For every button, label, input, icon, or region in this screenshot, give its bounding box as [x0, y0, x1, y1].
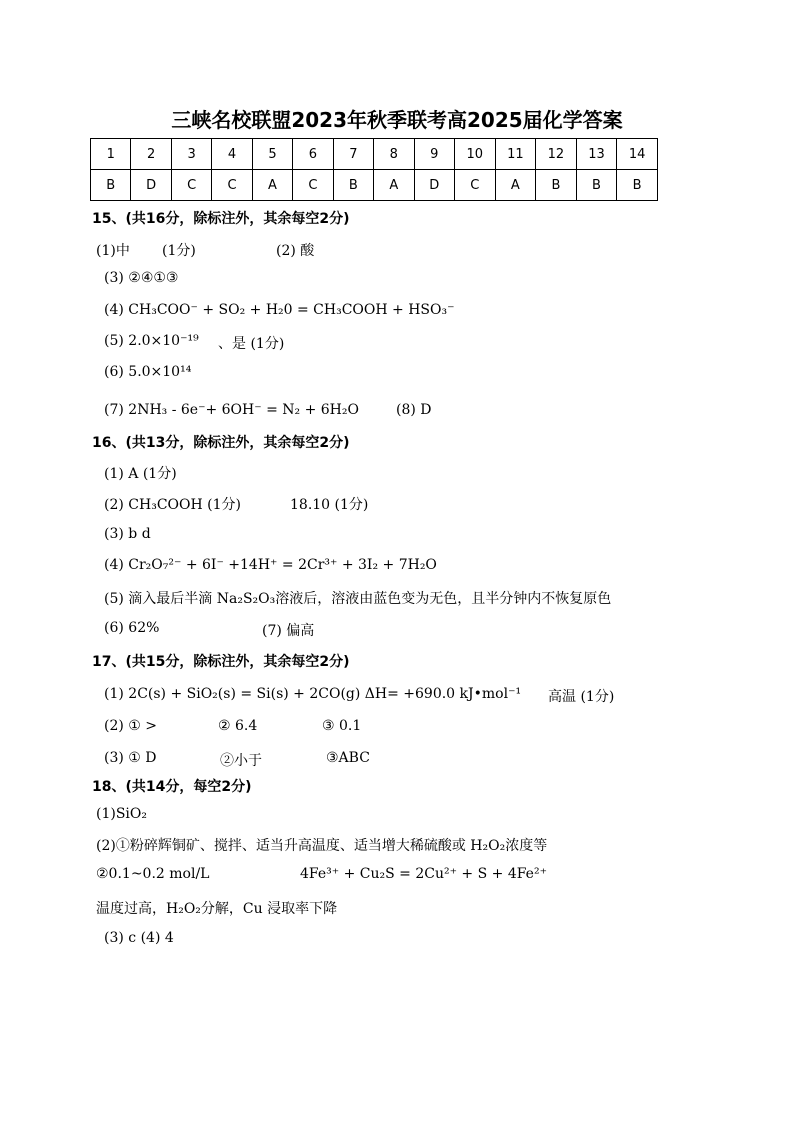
q15-answer-5: (5) 2.0×10⁻¹⁹: [104, 333, 199, 349]
q16-answer-2-value: 18.10 (1分): [290, 497, 369, 513]
answer-row: [91, 170, 658, 201]
question-number-cell: 13: [576, 139, 617, 170]
q18-equation: 4Fe³⁺ + Cu₂S = 2Cu²⁺ + S + 4Fe²⁺: [300, 866, 547, 882]
q17-answer-2-1: (2) ① >: [104, 718, 158, 734]
q15-answer-8: (8) D: [396, 402, 432, 418]
q17-answer-2-3: ③ 0.1: [322, 718, 362, 734]
q15-answer-4: (4) CH₃COO⁻ + SO₂ + H₂0 = CH₃COOH + HSO₃⁻: [104, 302, 455, 318]
page-title: 三峡名校联盟2023年秋季联考高2025届化学答案: [171, 108, 623, 132]
q16-answer-6: (6) 62%: [104, 620, 160, 636]
answer-cell: C: [212, 170, 252, 201]
q16-header: 16、(共13分，除标注外，其余每空2分): [92, 435, 350, 451]
q16-answer-2: (2) CH₃COOH (1分): [104, 497, 241, 513]
q16-answer-3: (3) b d: [104, 526, 151, 542]
answer-cell: C: [454, 170, 495, 201]
answer-cell: B: [536, 170, 577, 201]
question-number-row: [91, 139, 658, 170]
q15-answer-6: (6) 5.0×10¹⁴: [104, 364, 192, 380]
q18-answer-2-2: ②0.1~0.2 mol/L: [96, 866, 210, 882]
question-number-cell: 4: [212, 139, 252, 170]
q18-explanation: 温度过高，H₂O₂分解，Cu 浸取率下降: [96, 901, 338, 917]
q17-answer-1-note: 高温 (1分): [548, 689, 615, 705]
question-number-cell: 7: [333, 139, 373, 170]
question-number-cell: 11: [495, 139, 536, 170]
q15-header: 15、(共16分，除标注外，其余每空2分): [92, 211, 350, 227]
answer-cell: B: [576, 170, 617, 201]
question-number-cell: 1: [91, 139, 131, 170]
q16-answer-5: (5) 滴入最后半滴 Na₂S₂O₃溶液后，溶液由蓝色变为无色，且半分钟内不恢复原色: [104, 591, 612, 607]
answer-cell: C: [171, 170, 211, 201]
q17-answer-1: (1) 2C(s) + SiO₂(s) = Si(s) + 2CO(g) ΔH= +690.0 kJ•mol⁻¹: [104, 686, 522, 702]
question-number-cell: 8: [374, 139, 414, 170]
question-number-cell: 2: [131, 139, 171, 170]
answer-cell: A: [252, 170, 292, 201]
q15-answer-2: (2) 酸: [276, 243, 315, 259]
q18-answer-2: (2)①粉碎辉铜矿、搅拌、适当升高温度、适当增大稀硫酸或 H₂O₂浓度等: [96, 838, 548, 854]
q18-header: 18、(共14分，每空2分): [92, 779, 252, 795]
q17-answer-3-3: ③ABC: [326, 750, 370, 766]
question-number-cell: 10: [454, 139, 495, 170]
q17-answer-3-1: (3) ① D: [104, 750, 157, 766]
question-number-cell: 9: [414, 139, 454, 170]
q18-answer-3-4: (3) c (4) 4: [104, 930, 174, 946]
answer-cell: B: [91, 170, 131, 201]
answer-cell: C: [293, 170, 333, 201]
q16-answer-4: (4) Cr₂O₇²⁻ + 6I⁻ +14H⁺ = 2Cr³⁺ + 3I₂ + 7H₂O: [104, 557, 437, 573]
answer-cell: D: [414, 170, 454, 201]
answer-cell: A: [495, 170, 536, 201]
q17-answer-3-2: ②小于: [220, 753, 262, 769]
q15-answer-3: (3) ②④①③: [104, 270, 179, 286]
answer-table: [90, 138, 658, 201]
question-number-cell: 3: [171, 139, 211, 170]
question-number-cell: 6: [293, 139, 333, 170]
q17-answer-2-2: ② 6.4: [218, 718, 258, 734]
q15-answer-7: (7) 2NH₃ - 6e⁻+ 6OH⁻ = N₂ + 6H₂O: [104, 402, 359, 418]
question-number-cell: 12: [536, 139, 577, 170]
q15-answer-5-note: 、是 (1分): [218, 336, 285, 352]
q16-answer-7: (7) 偏高: [262, 623, 315, 639]
question-number-cell: 5: [252, 139, 292, 170]
q17-header: 17、(共15分，除标注外，其余每空2分): [92, 654, 350, 670]
answer-cell: A: [374, 170, 414, 201]
q18-answer-1: (1)SiO₂: [96, 806, 147, 822]
q15-answer-1-score: (1分): [162, 243, 196, 259]
q15-answer-1: (1)中: [96, 243, 130, 259]
answer-cell: D: [131, 170, 171, 201]
answer-cell: B: [333, 170, 373, 201]
answer-cell: B: [617, 170, 658, 201]
question-number-cell: 14: [617, 139, 658, 170]
q16-answer-1: (1) A (1分): [104, 466, 177, 482]
